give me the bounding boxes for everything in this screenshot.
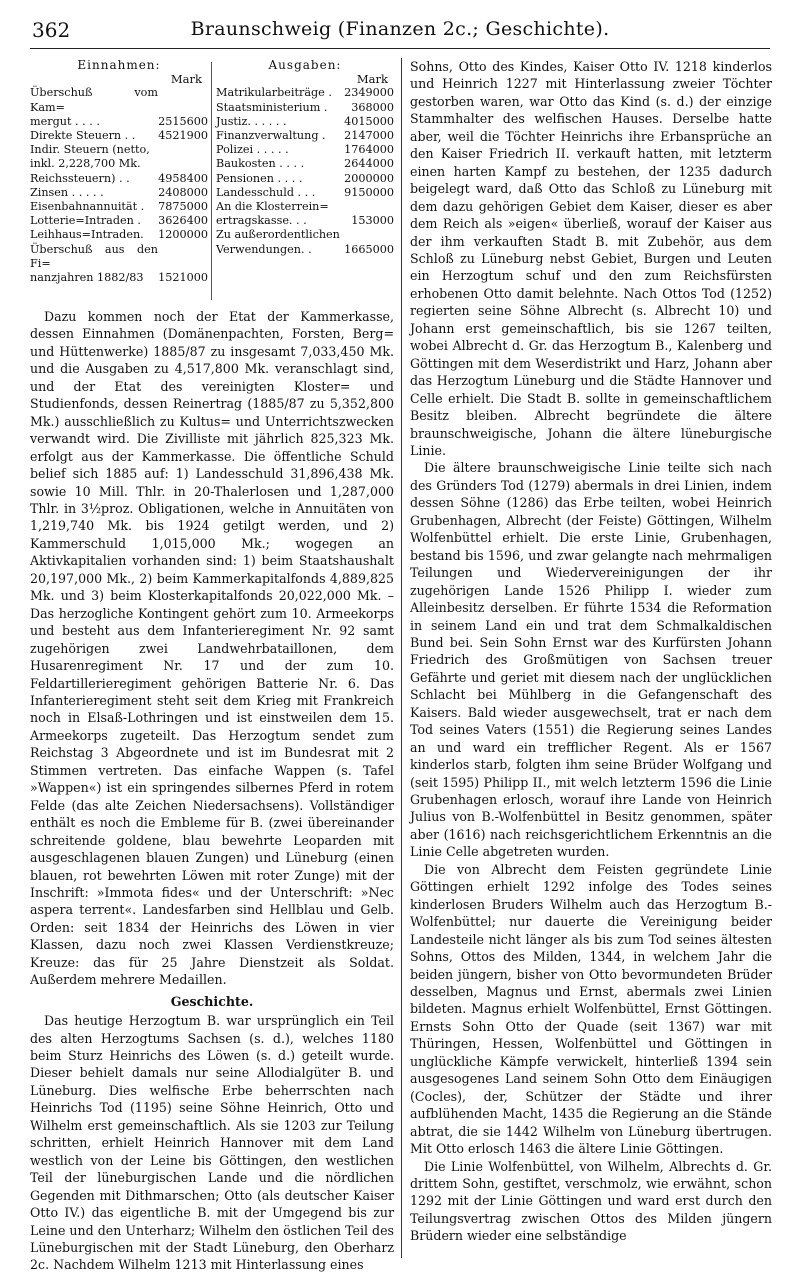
income-title: Einnahmen: [77,58,161,72]
budget-row [30,86,208,129]
budget-row-label: Staatsministerium . [216,100,328,114]
running-title: Braunschweig (Finanzen 2c.; Geschichte). [190,18,610,40]
paragraph: Das heutige Herzogtum B. war ursprünglich ein Teil des alten Herzogtums Sachsen (s. d.), welches 1180 beim Sturz Heinrichs des Löwen (s. d.) geteilt wurde. Dieser behielt damals nur seine Allodialgüter B. und Lüneburg. Dies welfische Erbe beherrschten nach Heinrichs Tod (1195) seine Söhne Heinrich, Otto und Wilhelm erst gemeinschaftlich. Als sie 1203 zur Teilung schritten, erhielt Heinrich Hannover mit dem Land westlich von der Leine bis Göttingen, den westlichen Teil der lüneburgischen Lande und die nördlichen Gegenden mit Dithmarschen; Otto (als deutscher Kaiser Otto IV.) das eigentliche B. mit der Umgegend bis zur Leine und den Unterharz; Wilhelm den östlichen Teil des Lüneburgischen mit der Stadt Lüneburg, den Oberharz 2c. Nachdem Wilhelm 1213 mit Hinterlassung eines [30,1013,394,1273]
budget-row-label: Zinsen . . . . . [30,185,104,199]
budget-row-label: Justiz. . . . . . [216,114,287,128]
budget-row-label: Indir. Steuern (netto, inkl. 2,228,700 Mk. Reichssteuern) . . [30,143,150,185]
budget-row-label: Matrikularbeiträge . [216,86,332,100]
paragraph: Die ältere braunschweigische Linie teilte sich nach des Gründers Tod (1279) abermals in drei Linien, indem dessen Söhne (1286) das Erbe teilten, wobei Heinrich Grubenhagen, Albrecht (der Feiste) Göttingen, Wilhelm Wolfenbüttel erhielt. Die erste Linie, Grubenhagen, bestand bis 1596, und zwar gelangte nach mehrmaligen Teilungen und Wiedervereinigungen der ihr zugehörigen Lande 1526 Philipp I. wieder zum Alleinbesitz derselben. Er führte 1534 die Reformation in seinem Land ein und trat dem Schmalkaldischen Bund bei. Sein Sohn Ernst war des Kurfürsten Johann Friedrich des Großmütigen von Sachsen treuer Gefährte und geriet mit diesem nach der unglücklichen Schlacht bei Mühlberg in die Gefangenschaft des Kaisers. Bald wieder ausgewechselt, trat er nach dem Tod seines Vaters (1551) die Regierung seines Landes an und ward ein trefflicher Regent. Als er 1567 kinderlos starb, folgten ihm seine Brüder Wolfgang und (seit 1595) Philipp II., mit welch letzterm 1596 die Linie Grubenhagen erlosch, worauf ihre Lande von Heinrich Julius von B.-Wolfenbüttel in Besitz genommen, später aber (1616) nach reichsgerichtlichem Erkenntnis an die Linie Celle abgetreten wurden. [410,460,772,860]
budget-row-value: 2408000 [158,185,208,199]
budget-row [30,129,208,143]
budget-row-value: 4958400 [158,171,208,185]
right-column [410,58,772,1245]
budget-row [216,157,394,171]
budget-row-value: 3626400 [158,214,208,228]
budget-row-value: 1665000 [344,242,394,256]
budget-row [216,115,394,129]
budget-row-label: Eisenbahnannuität . [30,200,145,214]
table-divider [211,62,212,300]
budget-row [216,200,394,228]
budget-row [216,228,394,256]
budget-row-label: Überschuß vom Kam= mergut . . . . [30,86,158,128]
budget-row-value: 2515600 [158,114,208,128]
income-rows [30,86,208,285]
budget-row-value: 1521000 [158,271,208,285]
expense-rows [216,86,394,256]
budget-row-value: 2147000 [344,129,394,143]
expenses-title: Ausgaben: [268,58,342,72]
budget-tables [30,58,394,304]
section-heading: Geschichte. [170,993,254,1009]
budget-row-value: 2644000 [344,157,394,171]
budget-row [30,200,208,214]
expenses-unit: Mark [356,72,388,87]
budget-row [30,214,208,228]
budget-row-value: 9150000 [344,185,394,199]
budget-row [216,172,394,186]
budget-row [30,186,208,200]
budget-row-label: Landesschuld . . . [216,185,316,199]
budget-row-value: 153000 [351,214,394,228]
paragraph: Dazu kommen noch der Etat der Kammerkasse, dessen Einnahmen (Domänenpachten, Forsten, Berg= und Hüttenwerke) 1885/87 zu insgesamt 7,033,450 Mk. und die Ausgaben zu 4,517,800 Mk. veranschlagt sind, und der Etat des vereinigten Kloster= und Studienfonds, dessen Reinertrag (1885/87 zu 5,352,800 Mk.) ausschließlich zu Kultus= und Unterrichtszwecken verwandt wird. Die Zivilliste mit jährlich 825,323 Mk. erfolgt aus der Kammerkasse. Die öffentliche Schuld belief sich 1885 auf: 1) Landesschuld 31,896,438 Mk. sowie 10 Mill. Thlr. in 20-Thalerlosen und 1,287,000 Thlr. in 3½proz. Obligationen, welche in Annuitäten von 1,219,740 Mk. bis 1924 getilgt werden, und 2) Kammerschuld 1,015,000 Mk.; wogegen an Aktivkapitalien vorhanden sind: 1) beim Staatshaushalt 20,197,000 Mk., 2) beim Kammerkapitalfonds 4,889,825 Mk. und 3) beim Klosterkapitalfonds 20,022,000 Mk. – Das herzogliche Kontingent gehört zum 10. Armeekorps und besteht aus dem Infanterieregiment Nr. 92 samt zugehörigen zwei Landwehrbataillonen, dem Husarenregiment Nr. 17 und der zum 10. Feldartillerieregiment gehörigen Batterie Nr. 6. Das Infanterieregiment steht seit dem Krieg mit Frankreich noch in Elsaß-Lothringen und ist einstweilen dem 15. Armeekorps zugeteilt. Das Herzogtum sendet zum Reichstag 3 Abgeordnete und ist im Bundesrat mit 2 Stimmen vertreten. Das einfache Wappen (s. Tafel »Wappen«) ist ein springendes silbernes Pferd in rotem Felde (das alte Zeichen Niedersachsens). Vollständiger enthält es noch die Embleme für B. (zwei übereinander schreitende goldene, blau bewehrte Leoparden mit ausgeschlagenen blauen Zungen) und Lüneburg (einen blauen, rot bewehrten Löwen mit roter Zunge) mit der Inschrift: »Immota fides« und der Unterschrift: »Nec aspera terrent«. Landesfarben sind Hellblau und Gelb. Orden: seit 1834 der Heinrichs des Löwen in vier Klassen, dazu noch zwei Klassen Verdienstkreuze; Kreuze: das für 25 Jahre Dienstzeit als Soldat. Außerdem mehrere Medaillen. [30,309,394,988]
budget-row-value: 4521900 [158,129,208,143]
paragraph: Sohns, Otto des Kindes, Kaiser Otto IV. 1218 kinderlos und Heinrich 1227 mit Hinterlassung zweier Töchter gestorben waren, war Otto das Kind (s. d.) der einzige Stammhalter des welfischen Hauses. Derselbe hatte aber, weil die Töchter Heinrichs ihre Erbansprüche an den Kaiser Friedrich II. verkauft hatten, mit letzterm einen harten Kampf zu bestehen, der 1235 dadurch beigelegt ward, daß Otto das Schloß zu Lüneburg mit dem dazu gehörigen Gebiet dem Kaiser, dieser es aber dem Reich als »eigen« überließ, worauf der Kaiser aus der ihm verkauften Stadt B. mit Zubehör, aus dem Schloß zu Lüneburg nebst Gebiet, Burgen und Leuten ein Herzogtum schuf und den zum Reichsfürsten erhobenen Otto damit belehnte. Nach Ottos Tod (1252) regierten seine Söhne Albrecht (s. Albrecht 10) und Johann erst gemeinschaftlich, bis sie 1267 teilten, wobei Albrecht d. Gr. das Herzogtum B., Kalenberg und Göttingen mit dem Weserdistrikt und Harz, Johann aber das Herzogtum Lüneburg und die Städte Hannover und Celle erhielt. Die Stadt B. sollte in gemeinschaftlichem Besitz bleiben. Albrecht begründete die ältere braunschweigische, Johann die ältere lüneburgische Linie. [410,59,772,458]
paragraph: Die Linie Wolfenbüttel, von Wilhelm, Albrechts d. Gr. drittem Sohn, gestiftet, verschmolz, wie erwähnt, schon 1292 mit der Linie Göttingen und ward erst durch den Teilungsvertrag zwischen Ottos des Milden jüngern Brüdern wieder eine selbständige [410,1158,772,1244]
budget-row-value: 1764000 [344,143,394,157]
budget-row-label: Lotterie=Intraden . [30,214,141,228]
income-unit: Mark [170,72,202,87]
budget-row [216,143,394,157]
budget-row-label: Finanzverwaltung . [216,129,326,143]
budget-row-label: Direkte Steuern . . [30,129,136,143]
budget-row-label: Polizei . . . . . [216,143,289,157]
budget-row-value: 4015000 [344,114,394,128]
budget-row [216,101,394,115]
column-divider [401,58,402,1258]
budget-row [216,186,394,200]
budget-row [30,243,208,286]
budget-row-label: Leihhaus=Intraden. [30,228,144,242]
income-table [30,58,208,285]
budget-row [30,143,208,186]
budget-row-label: Überschuß aus den Fi= nanzjahren 1882/83 [30,242,158,285]
page-header [30,14,770,49]
budget-row-value: 2349000 [344,86,394,100]
page-number: 362 [32,18,71,42]
budget-row-label: An die Klosterrein= ertragskasse. . . [216,200,329,228]
budget-row-value: 1200000 [158,228,208,242]
left-column [30,58,394,1274]
budget-row [30,228,208,242]
budget-row [216,86,394,100]
budget-row-label: Baukosten . . . . [216,157,305,171]
expenses-table [216,58,394,257]
budget-row-label: Pensionen . . . . [216,171,303,185]
budget-row-value: 2000000 [344,171,394,185]
budget-row-value: 7875000 [158,200,208,214]
budget-row-label: Zu außerordentlichen Verwendungen. . [216,228,340,256]
budget-row-value: 368000 [351,100,394,114]
paragraph: Die von Albrecht dem Feisten gegründete Linie Göttingen erhielt 1292 infolge des Todes seines kinderlosen Bruders Wilhelm auch das Herzogtum B.-Wolfenbüttel; nur dauerte die Vereinigung beider Landesteile nicht länger als bis zum Tod seines ältesten Sohns, Ottos des Milden, 1344, in welchem Jahr die beiden jüngern, bisher von Otto bevormundeten Brüder desselben, Magnus und Ernst, abermals zwei Linien bildeten. Magnus erhielt Wolfenbüttel, Ernst Göttingen. Ernsts Sohn Otto der Quade (seit 1367) war mit Thüringen, Hessen, Wolfenbüttel und Göttingen in unglückliche Kämpfe verwickelt, hinterließ 1394 sein ausgesogenes Land seinem Sohn Otto dem Einäugigen (Cocles), der, Schützer der Städte und ihrer aufblühenden Macht, 1435 die Regierung an die Stände abtrat, die sie 1442 Wilhelm von Lüneburg übertrugen. Mit Otto erlosch 1463 die ältere Linie Göttingen. [410,861,772,1157]
budget-row [216,129,394,143]
